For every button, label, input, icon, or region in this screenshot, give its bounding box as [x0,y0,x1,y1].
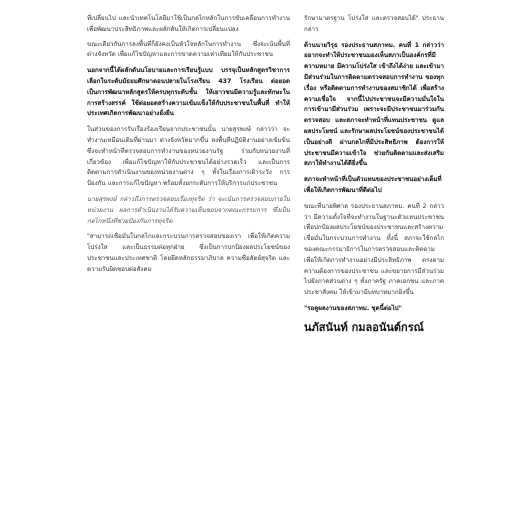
bold-paragraph: นอกจากนี้ได้ผลักดันนโยบายและการเรียนรู้แบบ บรรจุเป็นหลักสูตรวิชาการเลือกในระดับมัธยมศึกษาตอนปลายในโรงเรียน 437 โรงเรียน ต่อยอดเป็นการพัฒนาหลักสูตรให้ครบทุกระดับชั้น ให้เยาวชนมีความรู้และทักษะในการสร้างสรรค์ ใช้ต่อยอดสร้างความเข้มแข็งให้กับประชาชนในพื้นที่ ทำให้ประเทศเกิดการพัฒนาอย่างยั่งยืน [87,67,290,118]
bold-paragraph: สภาจะทำหน้าที่เป็นตัวแทนของประชาชนอย่างเต็มที่ เพื่อให้เกิดการพัฒนาที่ดีต่อไป [304,176,442,194]
left-column [87,14,290,281]
paragraph: ในส่วนของการรับเรื่องร้องเรียนจากประชาชนนั้น นายสุรพงษ์ กล่าวว่า จะทำงานเหมือนเดิมที่ผ่านมา ต่างจังหวัดมากขึ้น ลงพื้นที่ปฏิบัติงานอย่างเข้มข้น ซึ่งจะทำหน้าที่ตรวจสอบการทำงานของหน่วยงานรัฐ ร่วมกับหน่วยงานที่เกี่ยวข้อง เพื่อแก้ไขปัญหาให้กับประชาชนได้อย่างรวดเร็ว และเป็นการติดตามการดำเนินงานของหน่วยงานต่าง ๆ ทั้งในเรื่องการเฝ้าระวัง การป้องกัน และการแก้ไขปัญหา พร้อมทั้งยกระดับการให้บริการแก่ประชาชน [87,126,290,188]
quote-paragraph: "สามารถเชื่อมั่นในกลไกและกระบวนการตรวจสอบของเรา เพื่อให้เกิดความโปร่งใส และเป็นธรรมต่อทุกฝ่าย ซึ่งเป็นการปกป้องผลประโยชน์ของประชาชนและประเทศชาติ โดยยึดหลักธรรมาภิบาล ความซื่อสัตย์สุจริต และความรับผิดชอบต่อสังคม [87,233,290,273]
author-byline: นภัสนันท์ กมลอนันต์กรณ์ [304,320,424,334]
paragraph: รักษามาตรฐาน โปร่งใส และตรวจสอบได้" ประธาน กล่าว [304,15,444,33]
italic-paragraph: นายสุรพงษ์ กล่าวถึงการตรวจสอบเรื่องทุจริต ว่า จะเน้นการตรวจสอบภายในหน่วยงาน ผลการดำเนินงานได้รับความเห็นชอบจากคณะกรรมการ ซึ่งเป็นกลไกหนึ่งที่ช่วยป้องกันการทุจริต [87,195,290,225]
closing-quote: "รอดูผลงานของสภาทม. ชุดนี้ต่อไป" [304,304,402,312]
paragraph: ที่เปลี่ยนไป และนำเทคโนโลยีมาใช้เป็นกลไกหลักในการขับเคลื่อนการทำงาน เพื่อพัฒนาประสิทธิภาพและผลักดันให้เกิดการเปลี่ยนแปลง [87,15,290,33]
bold-paragraph: ด้านนายวิรุธ รองประธานสภาทม. คนที่ 1 กล่าวว่า อยากจะทำให้ประชาชนมองเห็นสภาเป็นองค์กรที่มีความหมาย มีความโปร่งใส เข้าถึงได้ง่าย และเข้ามามีส่วนร่วมในการติดตามตรวจสอบการทำงาน ของทุกเรื่อง หรือติดตามการทำงานของสมาชิกได้ เพื่อสร้างความเชื่อใจ จากนี้ไปประชาชนจะมีความมั่นใจในการเข้ามามีส่วนร่วม เพราะจะมีประชาชนมาร่วมกันตรวจสอบ และสภาจะทำหน้าที่แทนประชาชน ดูแลผลประโยชน์ และรักษาผลประโยชน์ของประชาชนได้เป็นอย่างดี ผ่านกลไกที่มีประสิทธิภาพ ต้องการให้ประชาชนมีความเข้าใจ ช่วยกันติดตามและส่งเสริมสภาให้ทำงานได้ดียิ่งขึ้น [304,41,444,168]
paragraph: ขณะเดียวกันการลงพื้นที่ก็ยังคงเป็นหัวใจหลักในการทำงาน ซึ่งจะเน้นพื้นที่ต่างจังหวัด เพื่อแก้ไขปัญหาและการขาดความเท่าเทียมให้กับประชาชน [87,40,290,59]
right-column [304,14,444,335]
paragraph: ขณะที่นายพิศาล รองประธานสภาทม. คนที่ 2 กล่าวว่า มีความตั้งใจที่จะทำงานในฐานะตัวแทนประชาชน เพื่อปกป้องผลประโยชน์ของประชาชนและสร้างความเชื่อมั่นในกระบวนการทำงาน ทั้งนี้ สภาจะใช้กลไกของคณะกรรมาธิการในการตรวจสอบและติดตาม เพื่อให้เกิดการทำงานอย่างมีประสิทธิภาพ ตรงตามความต้องการของประชาชน และขยายการมีส่วนร่วมไปยังภาคส่วนต่าง ๆ ทั้งภาครัฐ ภาคเอกชน และภาคประชาสังคม ให้เข้ามามีบทบาทมากยิ่งขึ้น [304,202,444,297]
